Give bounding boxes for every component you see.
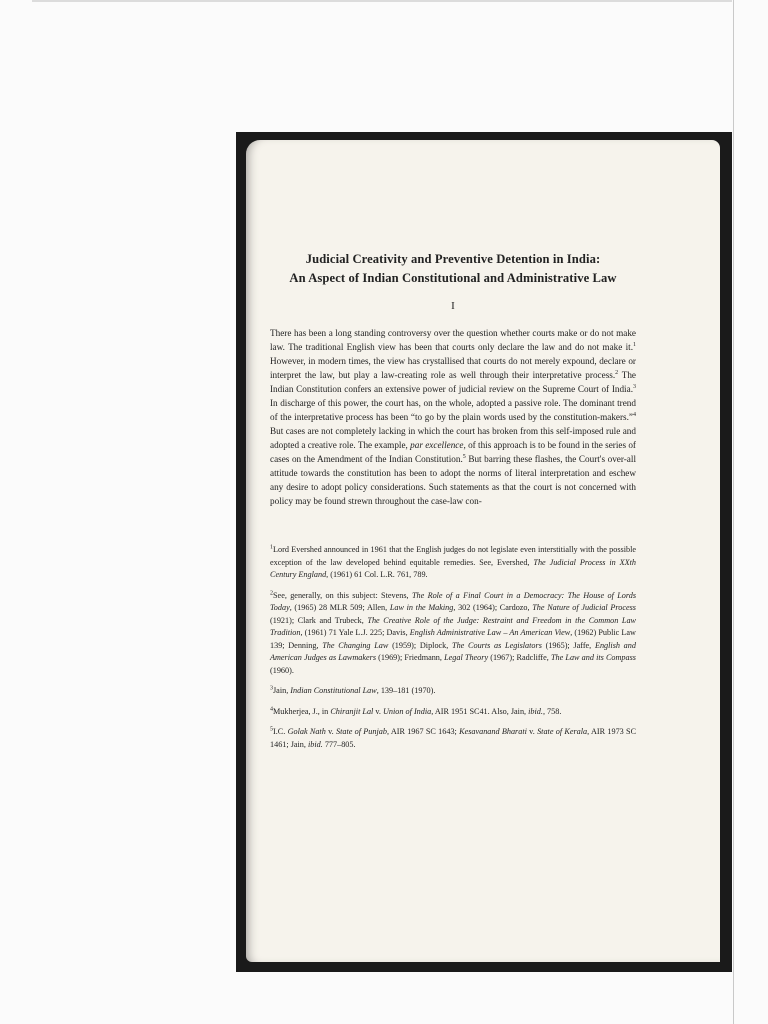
italic-text: English Administrative Law – An American View xyxy=(409,628,571,637)
text-run: However, in modern times, the view has crystallised that courts do not merely expound, declare or interpret the law, but play a law-creating role as well through their interpretative process. xyxy=(270,356,636,380)
footnotes xyxy=(270,544,636,751)
italic-text: English and American Judges as Lawmakers xyxy=(270,640,636,662)
footnote-number: 3 xyxy=(270,685,273,692)
text-run: , 139–181 (1970). xyxy=(376,686,436,695)
text-run: In discharge of this power, the court has, on the whole, adopted a passive role. The dominant trend of the interpretative process has been “to go by the plain words used by the constitution-makers.” xyxy=(270,398,636,422)
text-run: v. xyxy=(325,727,336,736)
text-run: Jain, xyxy=(273,686,291,695)
text-run: See, generally, on this subject: Stevens, xyxy=(273,590,412,600)
article-title xyxy=(270,250,636,288)
text-run: I.C. xyxy=(273,727,288,736)
italic-text: Chiranjit Lal xyxy=(330,706,374,716)
book-page xyxy=(246,140,720,962)
text-run: , (1961) 71 Yale L.J. 225; Davis, xyxy=(300,628,410,637)
italic-text: par excellence xyxy=(410,440,464,450)
text-run: (1960). xyxy=(270,665,294,675)
italic-text: The Courts as Legislators xyxy=(452,640,542,650)
text-run: There has been a long standing controversy over the question whether courts make or do not make law. The traditional English view has been that courts only declare the law and do not make it. xyxy=(270,328,636,352)
title-line-2: An Aspect of Indian Constitutional and Administrative Law xyxy=(289,271,617,285)
text-run: (1967); Radcliffe, xyxy=(488,653,551,662)
italic-text: The Creative Role of the Judge: Restraint and Freedom in the Common Law Tradition xyxy=(270,615,636,637)
italic-text: The Role of a Final Court in a Democracy: The House of Lords Today xyxy=(270,590,637,612)
text-run: , (1965) 28 MLR 509; Allen, xyxy=(289,603,390,612)
text-run: The Indian Constitution confers an extensive power of judicial review on the Supreme Court of India. xyxy=(270,370,636,394)
text-run: , of this approach is to be found in the series of cases on the Amendment of the Indian Constitution. xyxy=(270,440,636,464)
text-run: (1965); Jaffe, xyxy=(541,640,595,650)
text-run: , (1962) Public Law 139; Denning, xyxy=(270,628,636,650)
footnote-1 xyxy=(270,544,636,582)
italic-text: The Judicial Process in XXth Century England xyxy=(270,557,637,579)
page-content xyxy=(270,250,636,759)
footnote-5 xyxy=(270,726,636,751)
text-run: But cases are not completely lacking in which the court has broken from this self-imposed rule and adopted a creative role. The example, xyxy=(270,426,636,450)
italic-text: The Law and its Compass xyxy=(550,653,636,662)
italic-text: State of Kerala xyxy=(537,727,588,736)
footnote-4 xyxy=(270,706,636,719)
text-run: v. xyxy=(373,706,384,716)
text-run: (1921); Clark and Trubeck, xyxy=(270,615,368,625)
footnote-number: 2 xyxy=(270,589,273,596)
text-run: 777–805. xyxy=(322,739,356,749)
italic-text: ibid. xyxy=(307,739,323,749)
footnote-ref: 5 xyxy=(462,453,466,460)
italic-text: Indian Constitutional Law xyxy=(290,686,377,695)
italic-text: Union of India xyxy=(383,706,432,716)
italic-text: Legal Theory xyxy=(444,653,489,662)
footnote-number: 1 xyxy=(270,544,273,551)
footnote-3 xyxy=(270,685,636,698)
section-number: I xyxy=(451,300,455,312)
text-run: Lord Evershed announced in 1961 that the English judges do not legislate even interstitially with the possible exception of the law developed behind equitable remedies. See, Evershed, xyxy=(270,545,636,567)
italic-text: State of Punjab xyxy=(335,727,387,736)
text-run: , 302 (1964); Cardozo, xyxy=(453,603,533,612)
text-run: v. xyxy=(526,727,538,736)
text-run: , 758. xyxy=(542,706,562,716)
italic-text: The Changing Law xyxy=(322,640,389,650)
footnote-ref: 3 xyxy=(633,383,636,390)
italic-text: Kesavanand Bharati xyxy=(459,727,527,736)
italic-text: ibid. xyxy=(528,706,543,716)
footnote-2 xyxy=(270,590,636,678)
scan-top-edge xyxy=(32,0,732,2)
text-run: , (1961) 61 Col. L.R. 761, 789. xyxy=(326,570,428,579)
italic-text: Law in the Making xyxy=(389,603,454,612)
text-run: , AIR 1973 SC 1461; Jain, xyxy=(270,727,637,749)
text-run: Mukherjea, J., in xyxy=(273,706,331,716)
text-run: , AIR 1951 SC41. Also, Jain, xyxy=(431,706,529,716)
italic-text: Golak Nath xyxy=(287,727,326,736)
body-paragraph xyxy=(270,326,636,508)
footnote-ref: 4 xyxy=(633,411,636,418)
footnote-number: 4 xyxy=(270,705,273,712)
text-run: , AIR 1967 SC 1643; xyxy=(386,727,460,736)
text-run: But barring these flashes, the Court's over-all attitude towards the constitution has been to adopt the norms of literal interpretation and eschew any desire to adopt policy considerations. Such statements as that the court is not concerned with policy may be found strewn throughout the case-law con- xyxy=(270,454,636,506)
scan-right-edge xyxy=(733,0,734,1024)
footnote-number: 5 xyxy=(270,726,273,733)
footnote-ref: 1 xyxy=(633,341,636,348)
footnote-ref: 2 xyxy=(615,369,619,376)
italic-text: The Nature of Judicial Process xyxy=(532,603,636,612)
text-run: (1969); Friedmann, xyxy=(376,653,445,662)
title-line-1: Judicial Creativity and Preventive Detention in India: xyxy=(305,252,601,266)
text-run: (1959); Diplock, xyxy=(388,640,453,650)
